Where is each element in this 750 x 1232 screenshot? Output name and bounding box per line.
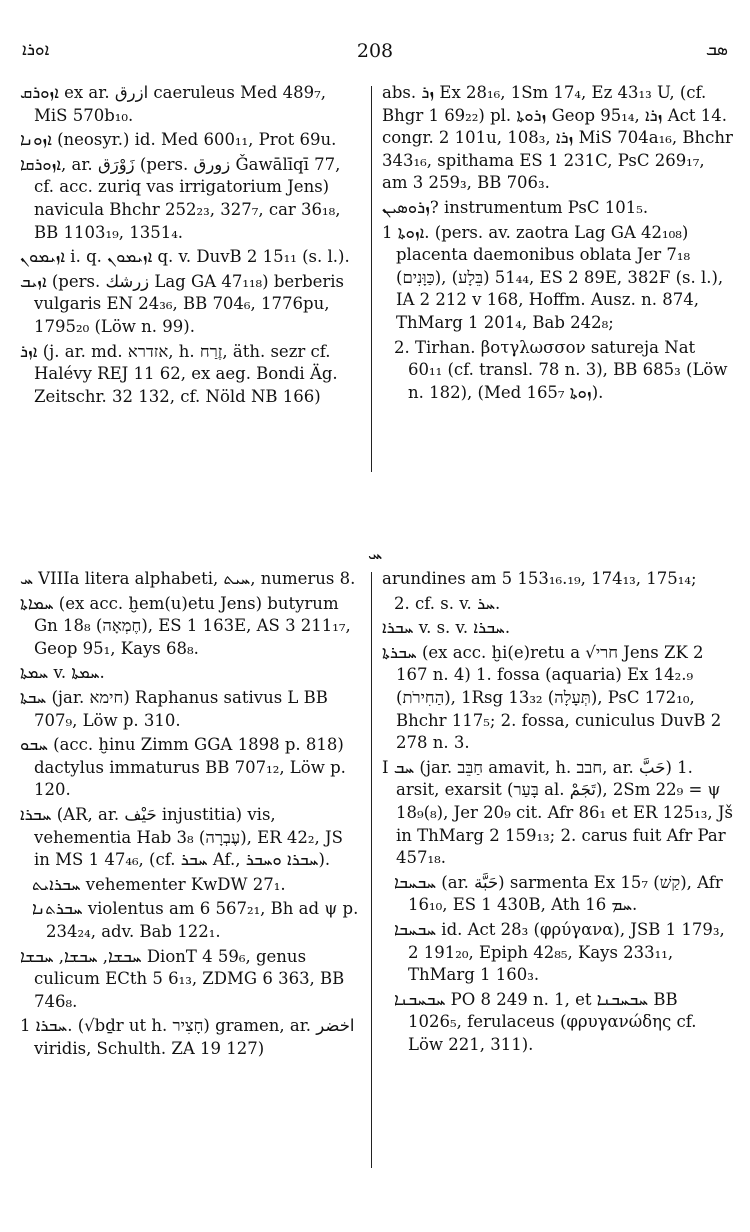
entry: ܐܙܘܪܩܐ, ar. زَوْرَق (pers. زورق Ǧawālīqī 77, cf. acc. zuriq vas irrigatorium Jens) navicula Bhchr 252₂₃, 327₇, car 36₁₈, BB 1103₁₉, 1351₄.: [20, 154, 341, 242]
entry: ܐܙܘܢܐ (neosyr.) id. Med 600₁₁, Prot 69u.: [20, 130, 337, 150]
upper-left-column: [20, 82, 360, 410]
entry: ܚܒܪܬܐ (ex acc. ḫi(e)retu a √חרי Jens ZK 2 167 n. 4) 1. fossa (aquaria) Ex 14₂.₉ (הַחִירֹת), 1Rsg 13₃₂ (תְּעָלָה), PsC 172₁₀, Bhchr 117₅; 2. fossa, cuniculus DuvB 2 278 n. 3.: [382, 642, 722, 753]
entry-subsense: 2. Tirhan. βοτγλωσσον satureja Nat 60₁₁ (cf. transl. 78 n. 3), BB 685₃ (Löw n. 182), (Med 165₇ ܙܘܬܐ).: [394, 337, 728, 402]
entry: ܚܒܪܐ (AR, ar. حَيْف injustitia) vis, vehementia Hab 3₈ (עֶבְרָה), ER 42₂, JS in MS 1 47₄₆, (cf. ܚܒܪ Af., ܚܒܪܐ ܘܚܒܪ).: [20, 804, 343, 870]
running-head-left: ܐܘܪܐ: [22, 40, 50, 60]
entry: ܐܙܘܪܩ ex ar. ازرق caeruleus Med 489₇, MiS 570b₁₀.: [20, 83, 326, 125]
entry: ܚܡܬܐ v. ܚܡܬܐ.: [20, 663, 105, 683]
entry: ܚ VIIIa litera alphabeti, ܚܝܬ, numerus 8.: [20, 569, 356, 588]
column-divider: [371, 86, 372, 472]
entry: ܙܪܘܣܝܢ? instrumentum PsC 101₅.: [382, 197, 649, 217]
entry: I ܚܒ (jar. חַבֵּב amavit, h. חבב, ar. حَبَّ) 1. arsit, exarsit (בָּעַר al. تَجَمْ), 2Sm 22₉ = ψ 18₉(₈), Jer 20₉ cit. Afr 86₁ et ER 125₁₃, Jš in ThMarg 2 159₁₃; 2. carus fuit Afr Par 457₁₈.: [382, 757, 733, 868]
lower-section: [20, 568, 734, 1168]
lower-right-column: [382, 568, 734, 1058]
entry: ܐܙܝܡܘܢ i. q. ܐܙܝܡܘܢ q. v. DuvB 2 15₁₁ (s. l.).: [20, 247, 350, 267]
entry-continuation: arundines am 5 153₁₆.₁₉, 174₁₃, 175₁₄;: [382, 569, 697, 588]
letter-section-heading: ܚ: [367, 543, 383, 564]
entry: ܚܒܬܐ (jar. חימא) Raphanus sativus L BB 707₉, Löw p. 310.: [20, 687, 328, 730]
entry-derivative: ܚܒܪܬܢܐ violentus am 6 567₂₁, Bh ad ψ p. 234₂₄, adv. Bab 122₁.: [32, 899, 359, 941]
entry-subsense: 2. cf. s. v. ܚܪ.: [394, 593, 501, 613]
entry-derivative: ܚܒܪܐܝܬ vehementer KwDW 27₁.: [32, 874, 286, 894]
page-header: [22, 40, 728, 68]
page-number: 208: [356, 40, 394, 62]
entry: ܚܡܐܬܐ (ex acc. ḫem(u)etu Jens) butyrum Gn 18₈ (חֶמְאָה), ES 1 163E, AS 3 211₁₇, Geop 95₁, Kays 68₈.: [20, 593, 351, 658]
entry: ܐܙܝܒ (pers. زرشك Lag GA 47₁₁₈) berberis vulgaris EN 24₃₆, BB 704₆, 1776pu, 1795₂₀ (Löw n. 99).: [20, 271, 345, 336]
entry: ܚܒܪܐ 1. (√bḏr ut h. חָצִיר) gramen, ar. اخضر viridis, Schulth. ZA 19 127): [20, 1016, 355, 1058]
entry: ܚܒܘ (acc. ḫinu Zimm GGA 1898 p. 818) dactylus immaturus BB 707₁₂, Löw p. 120.: [20, 735, 346, 800]
upper-section: [20, 82, 734, 472]
upper-right-column: [382, 82, 734, 406]
entry-continuation: abs. ܙܪ Ex 28₁₆, 1Sm 17₄, Ez 43₁₃ U, (cf. Bhgr 1 69₂₂) pl. ܙܪܘܬܐ Geop 95₁₄, ܙܪܐ Act 14. congr. 2 101u, 108₃, ܙܪܐ MiS 704a₁₆, Bhchr 343₁₆, spithama ES 1 231C, PsC 269₁₇, am 3 259₃, BB 706₃.: [382, 83, 733, 193]
lower-left-column: [20, 568, 360, 1062]
entry: ܚܒܪܐ v. s. v. ܚܒܪܐ.: [382, 618, 511, 638]
entry: ܐܙܘܬܐ 1. (pers. av. zaotra Lag GA 42₁₀₈) placenta daemonibus oblata Jer 7₁₈ (כַּוָּנִים), 51₄₄ (בֵּלָע), ES 2 89E, 382F (s. l.), IA 2 212 v 168, Hoffm. Ausz. n. 874, ThMarg 1 201₄, Bab 242₈;: [382, 222, 724, 332]
entry: ܚܒܫܐ, ܚܒܫܐ, ܚܒܫܐ DionT 4 59₆, genus culicum ECth 5 6₁₃, ZDMG 6 363, BB 746₈.: [20, 946, 345, 1011]
entry-derivative: ܚܒܚܒܐ id. Act 28₃ (φρύγανα), JSB 1 179₃, 2 191₂₀, Epiph 42₈₅, Kays 233₁₁, ThMarg 1 160₃.: [394, 919, 725, 985]
entry-derivative: ܚܒܚܒܐ (ar. حَبَّة) sarmenta Ex 15₇ (קַשׁ), Afr 16₁₀, ES 1 430B, Ath ܚܡ 16.: [394, 872, 723, 915]
running-head-right: ܣܒ: [705, 40, 728, 60]
entry-derivative: ܚܒܚܒܢܐ PO 8 249 n. 1, et ܚܒܚܒܢܐ BB 1026₅, ferulaceus (φρυγανώδης cf. Löw 221, 311).: [394, 989, 697, 1054]
entry: ܐܙܪ (j. ar. md. אזדרא, h. זֶרַח, äth. sezr cf. Halévy REJ 11 62, ex aeg. Bondi Äg. Zeitschr. 32 132, cf. Nöld NB 166): [20, 341, 338, 406]
column-divider: [371, 572, 372, 1168]
